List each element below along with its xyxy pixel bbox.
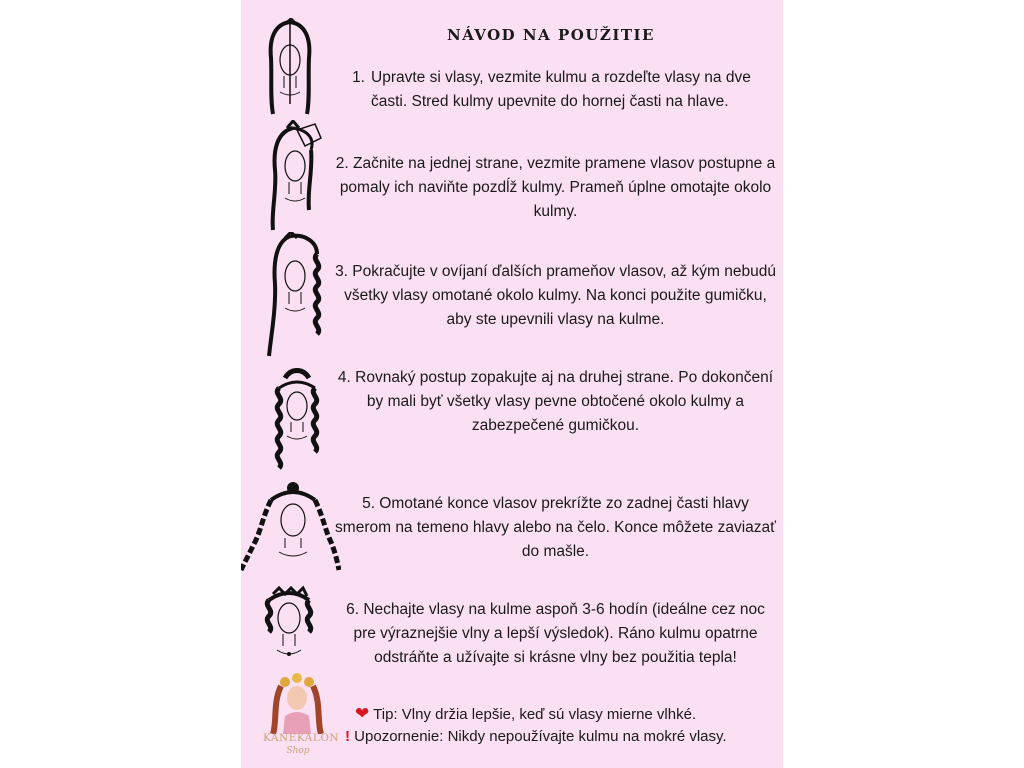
heart-icon: ❤	[355, 704, 370, 723]
step-6: 6. Nechajte vlasy na kulme aspoň 3-6 hodín (ideálne cez noc pre výraznejšie vlny a lepší výsledok). Ráno kulmu opatrne odstráňte a užívajte si krásne vlny bez použitia tepla!	[346, 601, 765, 666]
step-5: 5. Omotané konce vlasov prekrížte zo zadnej časti hlavy smerom na temeno hlavy alebo na čelo. Konce môžete zaviazať do mašle.	[335, 495, 776, 560]
instruction-sheet	[241, 0, 783, 768]
warning-text: Upozornenie: Nikdy nepoužívajte kulmu na mokré vlasy.	[354, 728, 727, 745]
warning-icon: !	[345, 728, 350, 745]
step-1: 1. Upravte si vlasy, vezmite kulmu a rozdeľte vlasy na dve časti. Stred kulmy upevnite do hornej časti na hlave.	[352, 69, 751, 110]
step-2: 2. Začnite na jednej strane, vezmite pramene vlasov postupne a pomaly ich naviňte pozdĺž kulmy. Prameň úplne omotajte okolo kulmy.	[335, 155, 776, 220]
warning-line	[345, 728, 727, 745]
kanekalon-logo	[263, 672, 340, 768]
tips-block	[341, 704, 771, 760]
tip-line	[355, 704, 696, 724]
tip-text: Tip: Vlny držia lepšie, keď sú vlasy mierne vlhké.	[373, 706, 697, 723]
illustration-step-1	[265, 18, 315, 118]
illustration-step-3	[267, 232, 327, 358]
illustration-step-2	[267, 120, 323, 232]
step-3: 3. Pokračujte v ovíjaní ďalších prameňov vlasov, až kým nebudú všetky vlasy omotané okolo kulmy. Na konci použite gumičku, aby ste upevnili vlasy na kulme.	[335, 263, 776, 328]
illustration-step-6	[259, 584, 319, 670]
page-title: NÁVOD NA POUŽITIE	[446, 26, 655, 44]
logo-sub: Shop	[286, 746, 310, 756]
illustration-step-4	[267, 368, 327, 476]
step-4: 4. Rovnaký postup zopakujte aj na druhej strane. Po dokončení by mali byť všetky vlasy pevne obtočené okolo kulmy a zabezpečené gumičkou.	[337, 369, 774, 434]
logo-name: KANEKALON	[263, 732, 340, 744]
illustration-step-5	[241, 480, 341, 576]
